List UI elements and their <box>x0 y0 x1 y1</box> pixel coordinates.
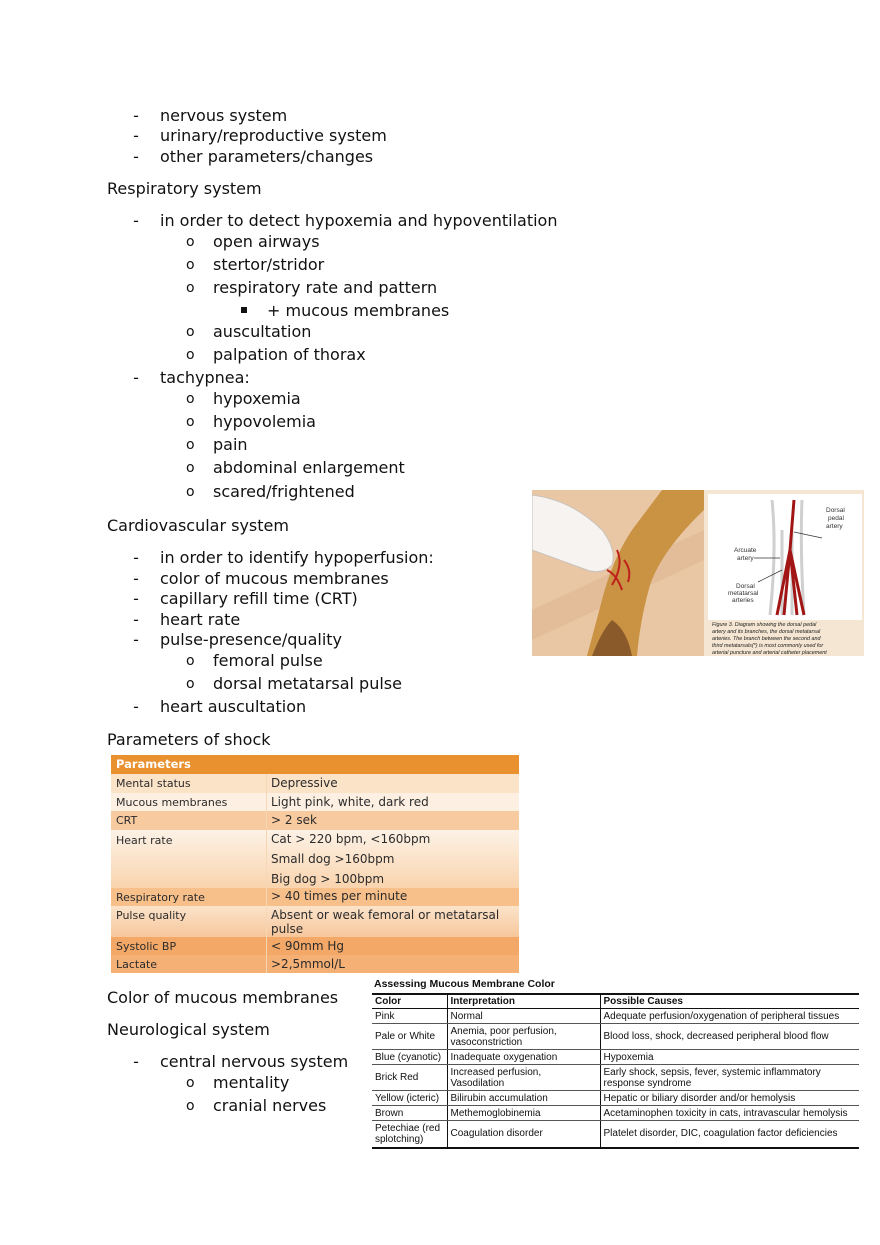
table-cell: Yellow (icteric) <box>372 1091 447 1106</box>
column-divider <box>266 774 267 973</box>
table-cell: Anemia, poor perfusion, vasoconstriction <box>447 1024 600 1050</box>
figure-caption-2: artery and its branches, the dorsal metatarsal <box>712 629 821 635</box>
list-item: stertor/stridor <box>213 255 325 274</box>
list-item: mentality <box>213 1073 290 1092</box>
circle-bullet: o <box>186 484 195 500</box>
shock-parameters-table <box>111 755 519 973</box>
table-row <box>111 906 519 937</box>
figure-caption-3: arteries. The branch between the second and <box>712 636 821 642</box>
table-cell: Brick Red <box>372 1065 447 1091</box>
row-value: < 90mm Hg <box>271 939 344 953</box>
list-item: color of mucous membranes <box>160 569 389 588</box>
list-item: femoral pulse <box>213 651 323 670</box>
row-label: Mucous membranes <box>116 796 228 809</box>
table-cell: Pale or White <box>372 1024 447 1050</box>
dash-bullet: - <box>133 589 139 608</box>
row-label: Heart rate <box>116 834 173 847</box>
row-value: > 40 times per minute <box>271 889 408 903</box>
label-dorsal-pedal-1: Dorsal <box>826 507 845 514</box>
list-item: + mucous membranes <box>267 301 450 320</box>
figure-caption-5: arterial puncture and arterial catheter placement <box>712 650 827 656</box>
label-arcuate-1: Arcuate <box>734 547 757 554</box>
table-cell: Bilirubin accumulation <box>447 1091 600 1106</box>
circle-bullet: o <box>186 257 195 273</box>
table-row <box>372 1091 859 1106</box>
dash-bullet: - <box>133 1052 139 1071</box>
table-row <box>111 793 519 811</box>
table-row <box>372 1106 859 1121</box>
list-item: in order to detect hypoxemia and hypoventilation <box>160 211 558 230</box>
table-cell: Hepatic or biliary disorder and/or hemolysis <box>600 1091 859 1106</box>
list-item: other parameters/changes <box>160 147 374 166</box>
table-row <box>372 1009 859 1024</box>
figure-caption-4: third metatarsals(*) is most commonly used for <box>712 643 824 649</box>
table-cell: Coagulation disorder <box>447 1121 600 1148</box>
dash-bullet: - <box>133 106 139 125</box>
table-row <box>372 1121 859 1148</box>
neuro-heading: Neurological system <box>107 1020 270 1039</box>
circle-bullet: o <box>186 347 195 363</box>
label-metatarsal-1: Dorsal <box>736 583 755 590</box>
row-label: Lactate <box>116 958 158 971</box>
table-cell: Blue (cyanotic) <box>372 1050 447 1065</box>
circle-bullet: o <box>186 676 195 692</box>
table-cell: Platelet disorder, DIC, coagulation factor deficiencies <box>600 1121 859 1148</box>
list-item: heart auscultation <box>160 697 307 716</box>
row-label: Respiratory rate <box>116 891 205 904</box>
dash-bullet: - <box>133 569 139 588</box>
row-value: > 2 sek <box>271 813 317 827</box>
table-row <box>111 811 519 830</box>
label-metatarsal-2: metatarsal <box>728 590 759 597</box>
table-cell: Methemoglobinemia <box>447 1106 600 1121</box>
dash-bullet: - <box>133 548 139 567</box>
table-title: Assessing Mucous Membrane Color <box>374 978 555 990</box>
column-header: Color <box>372 994 447 1009</box>
circle-bullet: o <box>186 391 195 407</box>
list-item: palpation of thorax <box>213 345 366 364</box>
table-row <box>111 830 519 888</box>
list-item: dorsal metatarsal pulse <box>213 674 402 693</box>
label-dorsal-pedal-2: pedal <box>828 515 844 522</box>
list-item: hypovolemia <box>213 412 316 431</box>
list-item: urinary/reproductive system <box>160 126 387 145</box>
dash-bullet: - <box>133 697 139 716</box>
table-header-row <box>372 994 859 1009</box>
row-value: Big dog > 100bpm <box>271 872 385 886</box>
circle-bullet: o <box>186 653 195 669</box>
mucous-heading: Color of mucous membranes <box>107 988 339 1007</box>
table-cell: Brown <box>372 1106 447 1121</box>
row-value: Depressive <box>271 776 338 790</box>
table-cell: Normal <box>447 1009 600 1024</box>
dash-bullet: - <box>133 211 139 230</box>
list-item: central nervous system <box>160 1052 349 1071</box>
column-header: Possible Causes <box>600 994 859 1009</box>
list-item: open airways <box>213 232 320 251</box>
table-cell: Increased perfusion, Vasodilation <box>447 1065 600 1091</box>
list-item: pulse-presence/quality <box>160 630 343 649</box>
row-value: Absent or weak femoral or metatarsal pulse <box>271 908 500 936</box>
table-row <box>111 955 519 973</box>
label-metatarsal-3: arteries <box>732 597 754 604</box>
circle-bullet: o <box>186 437 195 453</box>
list-item: heart rate <box>160 610 241 629</box>
dash-bullet: - <box>133 147 139 166</box>
list-item: pain <box>213 435 248 454</box>
label-arcuate-2: artery <box>737 555 754 562</box>
table-row <box>111 774 519 793</box>
row-value: Light pink, white, dark red <box>271 795 429 809</box>
list-item: scared/frightened <box>213 482 355 501</box>
dash-bullet: - <box>133 368 139 387</box>
row-value: Cat > 220 bpm, <160bpm <box>271 832 431 846</box>
list-item: abdominal enlargement <box>213 458 405 477</box>
label-dorsal-pedal-3: artery <box>826 523 843 530</box>
row-value: Small dog >160bpm <box>271 852 395 866</box>
row-label: CRT <box>116 814 138 827</box>
circle-bullet: o <box>186 234 195 250</box>
list-item: nervous system <box>160 106 288 125</box>
table-cell: Early shock, sepsis, fever, systemic inflammatory response syndrome <box>600 1065 859 1091</box>
circle-bullet: o <box>186 324 195 340</box>
table-cell: Petechiae (red splotching) <box>372 1121 447 1148</box>
dash-bullet: - <box>133 630 139 649</box>
circle-bullet: o <box>186 1098 195 1114</box>
table-cell: Blood loss, shock, decreased peripheral blood flow <box>600 1024 859 1050</box>
row-value: >2,5mmol/L <box>271 957 345 971</box>
table-cell: Inadequate oxygenation <box>447 1050 600 1065</box>
table <box>372 993 859 1149</box>
circle-bullet: o <box>186 414 195 430</box>
row-label: Mental status <box>116 777 191 790</box>
table-cell: Pink <box>372 1009 447 1024</box>
row-label: Pulse quality <box>116 909 187 922</box>
list-item: auscultation <box>213 322 312 341</box>
row-label: Systolic BP <box>116 940 177 953</box>
table-cell: Hypoxemia <box>600 1050 859 1065</box>
shock-heading: Parameters of shock <box>107 730 271 749</box>
circle-bullet: o <box>186 460 195 476</box>
dash-bullet: - <box>133 126 139 145</box>
figure-caption-1: Figure 3. Diagram showing the dorsal pedal <box>712 622 817 628</box>
list-item: hypoxemia <box>213 389 301 408</box>
circle-bullet: o <box>186 1075 195 1091</box>
circle-bullet: o <box>186 280 195 296</box>
table-row <box>111 888 519 906</box>
table-cell: Adequate perfusion/oxygenation of peripheral tissues <box>600 1009 859 1024</box>
table-row <box>111 937 519 955</box>
table-row <box>372 1050 859 1065</box>
table-row <box>372 1065 859 1091</box>
table-title: Parameters <box>111 755 519 774</box>
table-cell: Acetaminophen toxicity in cats, intravascular hemolysis <box>600 1106 859 1121</box>
column-header: Interpretation <box>447 994 600 1009</box>
list-item: cranial nerves <box>213 1096 327 1115</box>
respiratory-heading: Respiratory system <box>107 179 262 198</box>
cardio-heading: Cardiovascular system <box>107 516 289 535</box>
mucous-membrane-table <box>372 978 860 1154</box>
list-item: tachypnea: <box>160 368 250 387</box>
table-row <box>372 1024 859 1050</box>
list-item: capillary refill time (CRT) <box>160 589 358 608</box>
square-bullet <box>241 307 247 313</box>
list-item: in order to identify hypoperfusion: <box>160 548 434 567</box>
dorsal-pedal-artery-figure <box>532 490 864 656</box>
dash-bullet: - <box>133 610 139 629</box>
list-item: respiratory rate and pattern <box>213 278 438 297</box>
